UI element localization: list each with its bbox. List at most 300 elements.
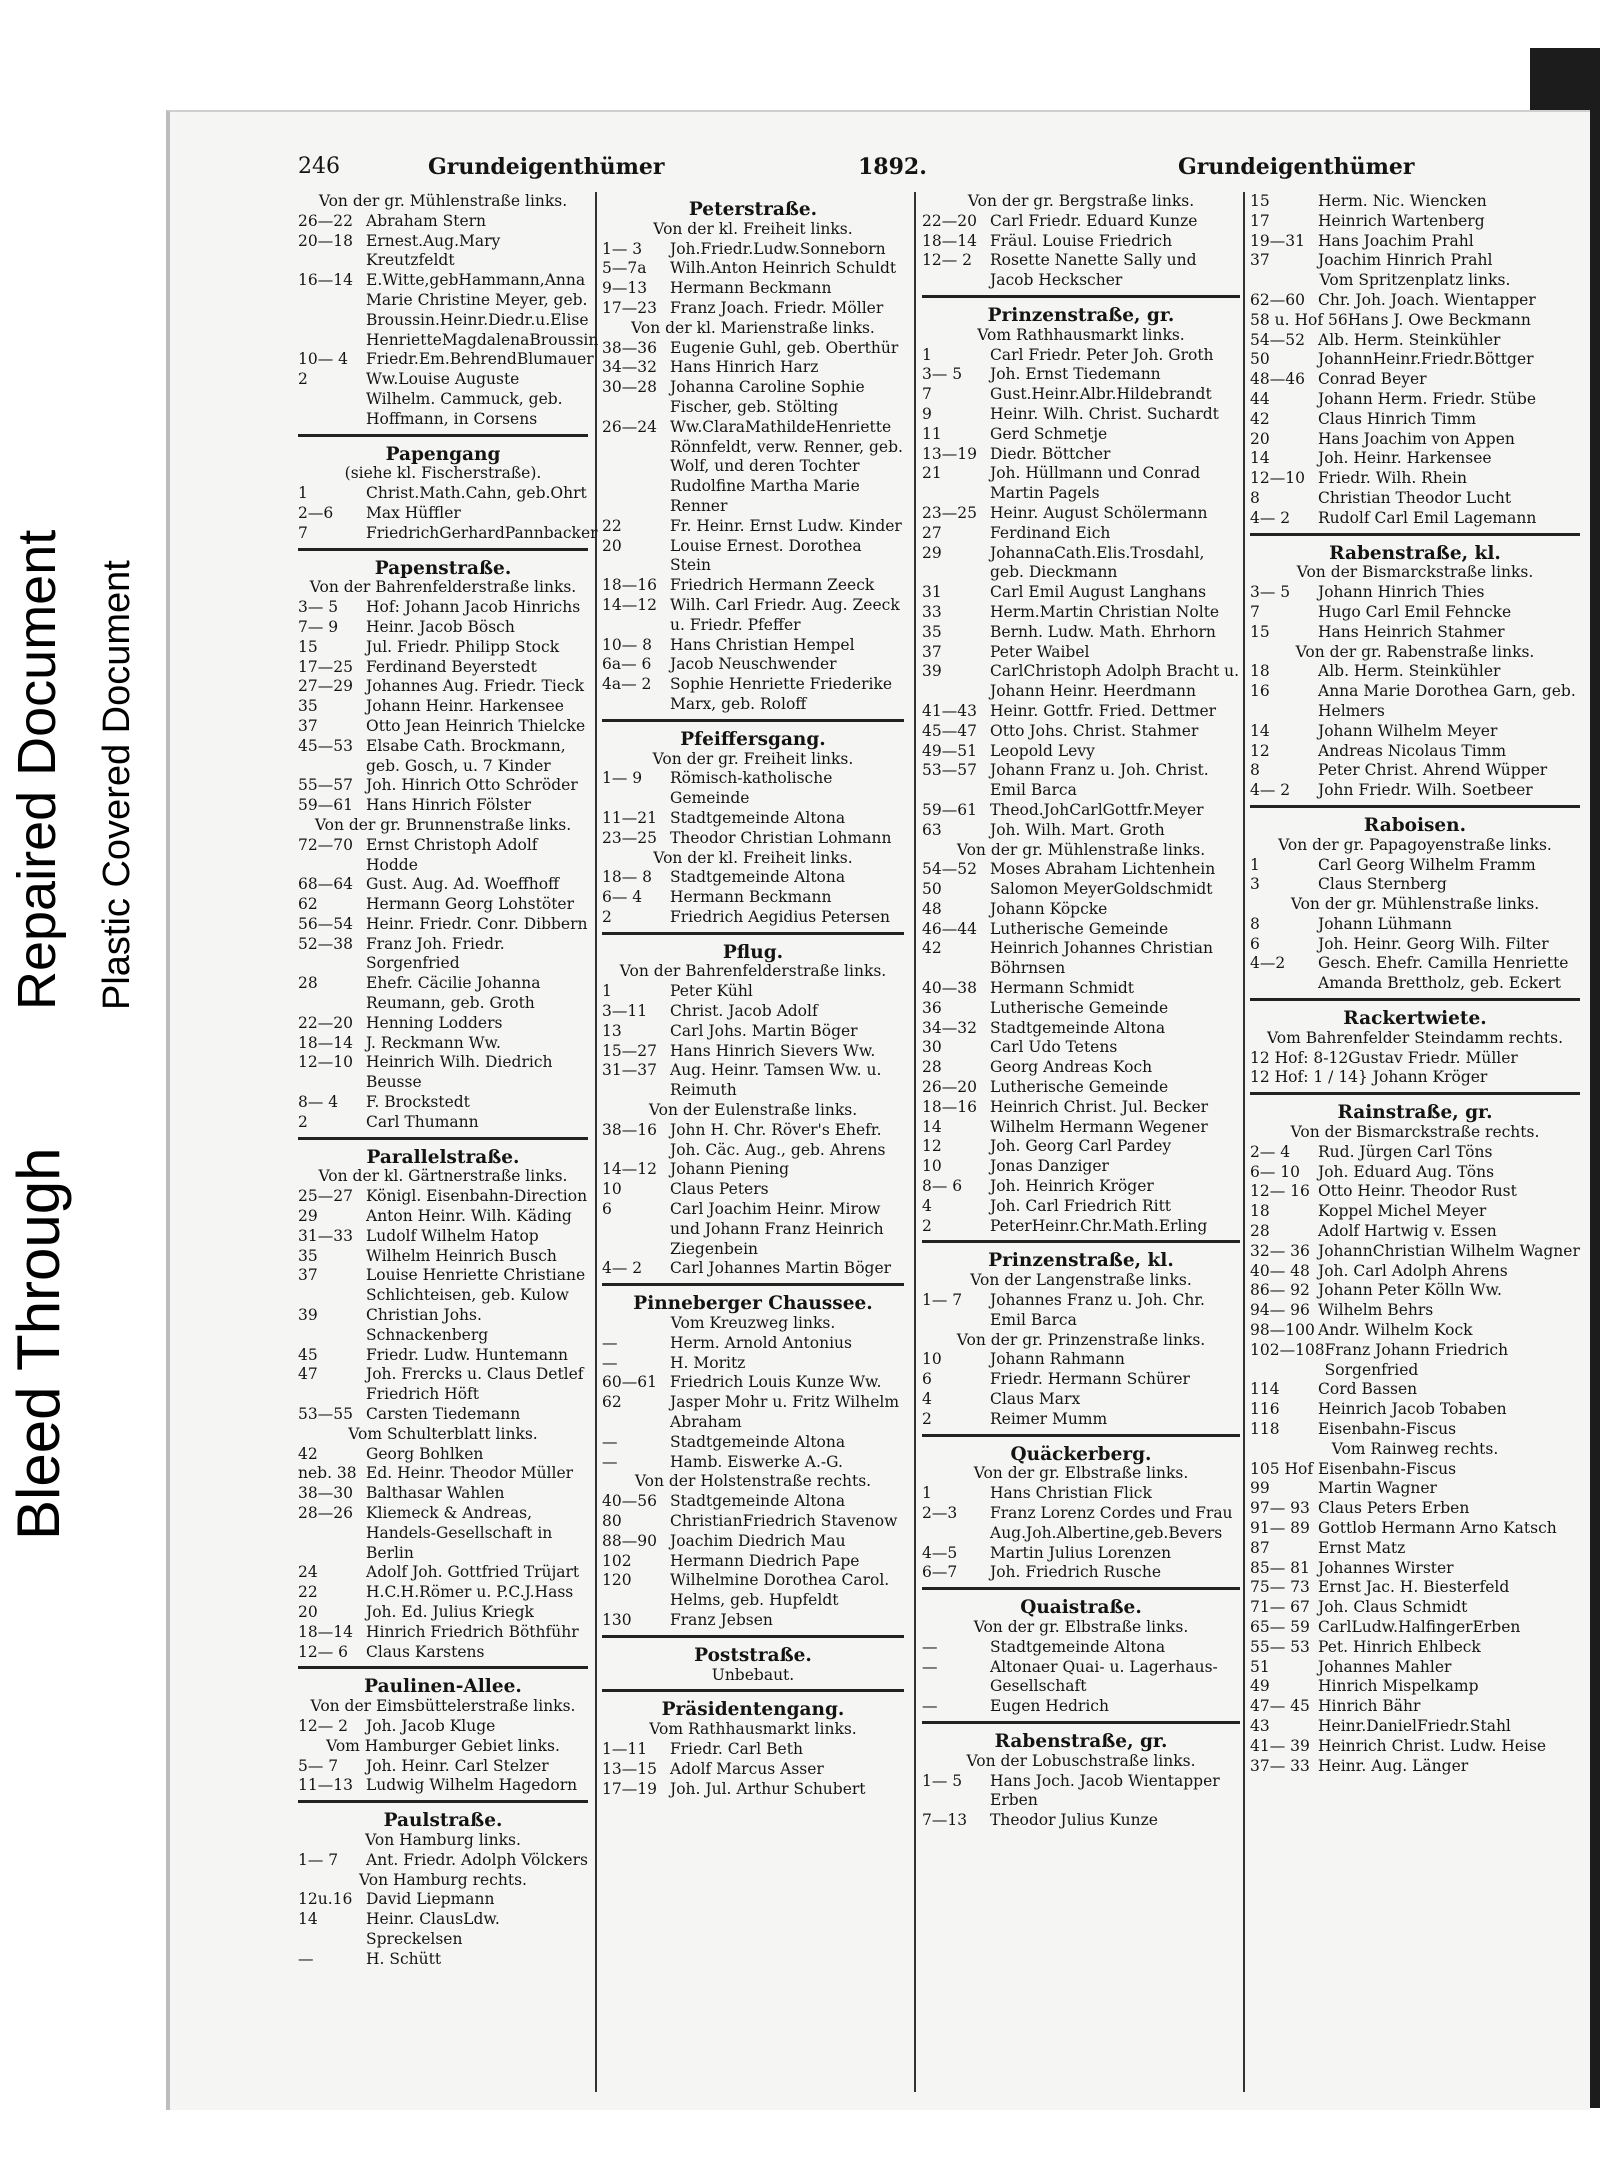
owner-entry xyxy=(602,1373,904,1393)
owner-name: Claus Hinrich Timm xyxy=(1318,409,1477,428)
owner-entry xyxy=(922,603,1240,623)
owner-entry xyxy=(602,1180,904,1200)
owner-name: Conrad Beyer xyxy=(1318,370,1427,389)
house-number: — xyxy=(602,1452,618,1471)
owner-name: Carl Udo Tetens xyxy=(990,1038,1118,1057)
house-number: 45—47 xyxy=(922,721,977,740)
owner-name: Heinr.DanielFriedr.Stahl xyxy=(1318,1716,1511,1735)
owner-entry xyxy=(602,576,904,596)
owner-entry xyxy=(922,1038,1240,1058)
street-heading: Paulstraße. xyxy=(383,1810,503,1832)
house-number: 2—3 xyxy=(922,1504,958,1522)
owner-entry xyxy=(922,1563,1240,1583)
owner-name: H.C.H.Römer u. P.C.J.Hass xyxy=(366,1583,574,1602)
house-number: 12— 2 xyxy=(922,251,973,270)
section-divider xyxy=(1250,1092,1580,1095)
house-number: 39 xyxy=(298,1306,318,1325)
owner-name: Hof: Johann Jacob Hinrichs xyxy=(366,598,581,617)
owner-name: Johannes Wirster xyxy=(1318,1558,1454,1577)
house-number: 18 xyxy=(1250,1202,1270,1221)
owner-entry xyxy=(298,1365,588,1405)
house-number: 4a— 2 xyxy=(602,675,652,694)
owner-name: Ww.ClaraMathildeHenriette Rönnfeldt, verw. Renner, geb. Wolf, und deren Tochter Rudolfine Martha Marie Renner xyxy=(670,417,903,515)
owner-entry xyxy=(1250,1380,1580,1400)
column-rule xyxy=(595,192,597,2092)
owner-name: Theodor Christian Lohmann xyxy=(670,828,892,847)
owner-entry xyxy=(922,662,1240,702)
owner-entry xyxy=(1250,1222,1580,1242)
house-number: 6 xyxy=(922,1370,932,1389)
house-number: 34—32 xyxy=(922,1018,977,1037)
section-divider xyxy=(602,719,904,722)
owner-name: Salomon MeyerGoldschmidt xyxy=(990,880,1213,899)
house-number: 75— 73 xyxy=(1250,1578,1310,1597)
direction-note: Von der gr. Elbstraße links. xyxy=(973,1464,1189,1483)
house-number: 47 xyxy=(298,1365,318,1384)
owner-entry xyxy=(1250,856,1580,876)
owner-name: Joh. Frercks u. Claus Detlef Friedrich Höft xyxy=(366,1365,584,1404)
owner-name: Joh. Claus Schmidt xyxy=(1318,1598,1468,1617)
house-number: 14 xyxy=(298,1910,318,1929)
owner-name: Otto Jean Heinrich Thielcke xyxy=(366,716,586,735)
owner-entry xyxy=(922,583,1240,603)
owner-name: Jasper Mohr u. Fritz Wilhelm Abraham xyxy=(670,1393,900,1432)
house-number: 55— 53 xyxy=(1250,1637,1310,1656)
right-running-title: Grundeigenthümer xyxy=(1178,154,1415,180)
owner-entry xyxy=(298,1623,588,1643)
direction-note: Von der kl. Marienstraße links. xyxy=(631,318,875,337)
owner-name: Ernst Christoph Adolf Hodde xyxy=(366,835,538,874)
house-number: 10— 4 xyxy=(298,350,349,369)
house-number: 35 xyxy=(298,697,318,716)
house-number: 80 xyxy=(602,1512,622,1530)
owner-entry xyxy=(922,1410,1240,1430)
owner-entry xyxy=(602,1571,904,1611)
owner-name: Ed. Heinr. Theodor Müller xyxy=(366,1464,574,1483)
street-heading: Prinzenstraße, gr. xyxy=(987,304,1175,326)
owner-entry xyxy=(1250,509,1580,529)
house-number: 41— 39 xyxy=(1250,1736,1310,1755)
owner-entry xyxy=(298,212,588,232)
house-number: 8 xyxy=(1250,761,1260,780)
owner-entry xyxy=(1250,623,1580,643)
section-divider xyxy=(922,1240,1240,1243)
house-number: 43 xyxy=(1250,1716,1270,1735)
owner-entry xyxy=(298,350,594,370)
section-divider xyxy=(922,1721,1240,1724)
owner-name: Ferdinand Eich xyxy=(990,523,1111,542)
owner-entry xyxy=(298,1207,588,1227)
house-number: 31—33 xyxy=(298,1226,353,1245)
owner-entry xyxy=(602,1061,904,1101)
owner-name: Fräul. Louise Friedrich xyxy=(990,231,1173,250)
section-divider xyxy=(922,1434,1240,1437)
house-number: 60—61 xyxy=(602,1373,657,1392)
house-number: 116 xyxy=(1250,1400,1280,1419)
owner-name: Heinrich Wartenberg xyxy=(1318,211,1485,230)
owner-name: JohannChristian Wilhelm Wagner xyxy=(1318,1241,1580,1260)
owner-name: Johannes Franz u. Joh. Chr. Emil Barca xyxy=(990,1291,1205,1329)
owner-entry xyxy=(922,1697,1240,1717)
owner-name: Joh. Heinrich Kröger xyxy=(990,1177,1154,1196)
left-running-title: Grundeigenthümer xyxy=(428,154,665,180)
owner-name: Diedr. Böttcher xyxy=(990,444,1111,463)
house-number: 6—7 xyxy=(922,1563,958,1582)
owner-entry xyxy=(922,801,1240,821)
owner-name: Johann Hinrich Thies xyxy=(1318,583,1485,602)
owner-name: Claus Peters Erben xyxy=(1318,1499,1470,1518)
section-divider xyxy=(922,1587,1240,1590)
owner-name: Herm. Arnold Antonius xyxy=(670,1333,852,1352)
owner-entry xyxy=(922,860,1240,880)
owner-entry xyxy=(298,1464,588,1484)
owner-entry xyxy=(602,1160,904,1180)
owner-name: Wilhelm Hermann Wegener xyxy=(990,1117,1208,1136)
direction-note: Vom Schulterblatt links. xyxy=(348,1424,538,1443)
house-number: 28 xyxy=(1250,1222,1270,1241)
owner-name: E.Witte,gebHammann,Anna Marie Christine Meyer, geb. Broussin.Heinr.Diedr.u.Elise HenrietteMagdalenaBroussin xyxy=(366,271,599,349)
owner-entry xyxy=(1250,1163,1580,1183)
owner-name: Hans Heinrich Stahmer xyxy=(1318,622,1505,641)
owner-name: Gesch. Ehefr. Camilla Henriette Amanda Brettholz, geb. Eckert xyxy=(1318,954,1569,993)
owner-name: Heinr. Wilh. Christ. Suchardt xyxy=(990,404,1219,423)
owner-entry xyxy=(922,1118,1240,1138)
house-number: 62 xyxy=(298,895,318,914)
direction-note: Von der gr. Brunnenstraße links. xyxy=(314,815,572,834)
owner-name: Gustav Friedr. Müller xyxy=(1348,1048,1518,1067)
owner-entry xyxy=(602,1492,904,1512)
house-number: 38—16 xyxy=(602,1120,657,1139)
owner-entry xyxy=(1250,291,1580,311)
column-rule xyxy=(914,192,916,2092)
owner-name: Christ. Jacob Adolf xyxy=(670,1002,818,1021)
owner-name: Eugen Hedrich xyxy=(990,1697,1109,1716)
owner-name: Joh. Carl Adolph Ahrens xyxy=(1318,1261,1508,1280)
owner-name: Claus Karstens xyxy=(366,1642,485,1661)
owner-entry xyxy=(602,655,904,675)
owner-entry xyxy=(1250,410,1580,430)
house-number: 15 xyxy=(298,637,318,656)
house-number: 12 Hof: 1 / 14 xyxy=(1250,1068,1359,1087)
owner-entry xyxy=(298,1014,588,1034)
owner-name: Herm.Martin Christian Nolte xyxy=(990,602,1220,621)
owner-entry xyxy=(602,1200,904,1259)
owner-name: Andreas Nicolaus Timm xyxy=(1318,741,1507,760)
house-number: 37 xyxy=(1250,251,1270,270)
owner-entry xyxy=(602,596,904,636)
owner-name: David Liepmann xyxy=(366,1890,495,1909)
owner-name: Johann Heinr. Harkensee xyxy=(366,697,564,716)
owner-name: Hermann Georg Lohstöter xyxy=(366,895,575,914)
owner-entry xyxy=(1250,232,1580,252)
column-4 xyxy=(1250,192,1580,1776)
house-number: 1 xyxy=(298,484,308,503)
owner-name: Stadtgemeinde Altona xyxy=(990,1018,1166,1037)
column-3 xyxy=(922,192,1240,1831)
house-number: 56—54 xyxy=(298,914,353,933)
owner-entry xyxy=(1250,1182,1580,1202)
house-number: 32— 36 xyxy=(1250,1241,1310,1260)
owner-entry xyxy=(1250,1658,1580,1678)
owner-entry xyxy=(602,1552,904,1572)
owner-name: Hermann Schmidt xyxy=(990,979,1135,998)
owner-entry xyxy=(602,829,904,849)
house-number: 98—100 xyxy=(1250,1321,1315,1340)
owner-entry xyxy=(298,1504,588,1563)
house-number: 49—51 xyxy=(922,741,977,760)
owner-name: Andr. Wilhelm Kock xyxy=(1318,1321,1473,1340)
owner-name: Ernest.Aug.Mary Kreutzfeldt xyxy=(366,231,501,270)
owner-name: Franz Lorenz Cordes und Frau Aug.Joh.Albertine,geb.Bevers xyxy=(990,1504,1233,1542)
owner-name: Hermann Beckmann xyxy=(670,888,832,907)
house-number: 29 xyxy=(922,543,942,562)
house-number: 13—15 xyxy=(602,1759,657,1778)
owner-entry xyxy=(298,232,588,272)
owner-entry xyxy=(602,537,904,577)
owner-entry xyxy=(922,464,1240,504)
street-heading: Rackertwiete. xyxy=(1343,1008,1487,1030)
house-number: 1— 5 xyxy=(922,1771,963,1790)
owner-name: Joh. Georg Carl Pardey xyxy=(990,1137,1172,1156)
owner-entry xyxy=(1250,1341,1580,1381)
owner-name: Joh. Ed. Julius Kriegk xyxy=(366,1602,534,1621)
direction-note: Von der gr. Elbstraße links. xyxy=(973,1617,1189,1636)
owner-entry xyxy=(298,1910,588,1950)
owner-entry xyxy=(602,809,904,829)
owner-entry xyxy=(298,935,588,975)
owner-name: Joh. Heinr. Georg Wilh. Filter xyxy=(1318,934,1549,953)
house-number: 7—13 xyxy=(922,1811,968,1830)
owner-entry xyxy=(602,259,904,279)
house-number: 22—20 xyxy=(298,1013,353,1032)
owner-entry xyxy=(298,523,598,544)
owner-name: CarlChristoph Adolph Bracht u. Johann Heinr. Heerdmann xyxy=(990,662,1240,701)
street-heading: Papengang xyxy=(385,443,501,465)
owner-name: Lutherische Gemeinde xyxy=(990,998,1169,1017)
owner-entry xyxy=(1250,875,1580,895)
house-number: 4— 2 xyxy=(602,1259,643,1278)
owner-entry xyxy=(298,271,599,350)
direction-note: Von der Lobuschstraße links. xyxy=(966,1751,1196,1770)
owner-entry xyxy=(298,776,588,796)
direction-note: Von der Holstenstraße rechts. xyxy=(634,1472,872,1491)
owner-entry xyxy=(922,1772,1240,1812)
owner-name: Adolf Hartwig v. Essen xyxy=(1318,1222,1497,1241)
owner-name: FriedrichGerhardPannbacker xyxy=(366,523,598,542)
owner-name: Joh. Heinr. Harkensee xyxy=(1318,449,1492,468)
owner-name: Joh. Wilh. Mart. Groth xyxy=(990,820,1165,839)
owner-name: Ww.Louise Auguste Wilhelm. Cammuck, geb. Hoffmann, in Corsens xyxy=(366,370,563,428)
owner-name: Heinr. Gottfr. Fried. Dettmer xyxy=(990,701,1217,720)
house-number: 99 xyxy=(1250,1479,1270,1498)
owner-name: Friedr.Em.BehrendBlumauer xyxy=(366,350,594,369)
section-divider xyxy=(298,1666,588,1669)
owner-entry xyxy=(922,1078,1240,1098)
direction-note: Von der Bismarckstraße links. xyxy=(1296,563,1534,582)
owner-entry xyxy=(1250,1420,1580,1440)
section-divider xyxy=(602,1283,904,1286)
house-number: 13 xyxy=(602,1021,622,1040)
house-number: 130 xyxy=(602,1610,632,1629)
owner-name: Carl Friedr. Eduard Kunze xyxy=(990,211,1198,230)
owner-name: Joh.Friedr.Ludw.Sonneborn xyxy=(670,239,886,258)
house-number: 97— 93 xyxy=(1250,1499,1310,1518)
owner-entry xyxy=(922,999,1240,1019)
owner-entry xyxy=(298,598,588,618)
owner-name: Carl Friedr. Peter Joh. Groth xyxy=(990,345,1214,364)
owner-name: Stadtgemeinde Altona xyxy=(670,808,846,827)
owner-entry xyxy=(1250,1519,1580,1539)
section-divider xyxy=(922,295,1240,298)
owner-name: Bernh. Ludw. Math. Ehrhorn xyxy=(990,622,1216,641)
owner-entry xyxy=(298,1643,588,1663)
house-number: 48—46 xyxy=(1250,370,1305,389)
house-number: 102—108 xyxy=(1250,1340,1325,1359)
owner-entry xyxy=(1250,1262,1580,1282)
owner-name: Carl Emil August Langhans xyxy=(990,583,1207,602)
owner-entry xyxy=(1250,390,1580,410)
owner-entry xyxy=(602,769,904,809)
owner-name: Herm. Nic. Wiencken xyxy=(1318,192,1487,210)
owner-name: Carl Johs. Martin Böger xyxy=(670,1021,858,1040)
house-number: 6— 10 xyxy=(1250,1162,1301,1181)
street-heading: Papenstraße. xyxy=(374,557,512,579)
street-heading: Pfeiffersgang. xyxy=(680,728,826,750)
house-number: 18—14 xyxy=(298,1622,353,1641)
owner-name: J. Reckmann Ww. xyxy=(366,1033,501,1052)
owner-entry xyxy=(298,370,588,429)
owner-name: JohannaCath.Elis.Trosdahl, geb. Dieckmann xyxy=(990,543,1205,582)
owner-entry xyxy=(298,1034,588,1054)
owner-entry xyxy=(602,675,904,715)
owner-name: Wilhelmine Dorothea Carol. Helms, geb. Hupfeldt xyxy=(670,1571,890,1610)
house-number: 31 xyxy=(922,583,942,602)
owner-name: Heinrich Christ. Ludw. Heise xyxy=(1318,1736,1547,1755)
owner-entry xyxy=(922,1504,1240,1544)
owner-entry xyxy=(602,240,904,260)
owner-entry xyxy=(1250,1757,1580,1777)
owner-name: Hans Hinrich Sievers Ww. xyxy=(670,1041,876,1060)
owner-entry xyxy=(922,1370,1240,1390)
house-number: 6— 4 xyxy=(602,888,643,907)
house-number: 20 xyxy=(602,536,622,555)
owner-name: } Johann Kröger xyxy=(1358,1068,1488,1087)
owner-name: Elsabe Cath. Brockmann, geb. Gosch, u. 7 Kinder xyxy=(366,736,566,775)
owner-name: Hinrich Mispelkamp xyxy=(1318,1677,1479,1696)
house-number: 2 xyxy=(298,370,308,389)
owner-name: Joh. Jacob Kluge xyxy=(366,1716,496,1735)
house-number: 4—2 xyxy=(1250,954,1286,973)
house-number: 59—61 xyxy=(298,796,353,815)
house-number: — xyxy=(602,1432,618,1451)
house-number: 40—56 xyxy=(602,1492,657,1511)
owner-name: Georg Bohlken xyxy=(366,1444,484,1463)
owner-name: Stadtgemeinde Altona xyxy=(670,1492,846,1511)
owner-name: Anna Marie Dorothea Garn, geb. Helmers xyxy=(1318,682,1576,720)
house-number: 28 xyxy=(922,1058,942,1077)
owner-entry xyxy=(1250,1242,1580,1262)
owner-entry xyxy=(922,939,1240,979)
owner-entry xyxy=(602,1433,904,1453)
owner-entry xyxy=(298,1247,588,1267)
owner-entry xyxy=(298,1717,588,1737)
house-number: 1—11 xyxy=(602,1739,648,1758)
owner-name: Otto Johs. Christ. Stahmer xyxy=(990,721,1199,740)
owner-name: Hermann Diedrich Pape xyxy=(670,1551,860,1570)
owner-entry xyxy=(298,974,588,1014)
owner-name: Joh. Friedrich Rusche xyxy=(990,1563,1161,1582)
owner-entry xyxy=(602,418,904,517)
owner-name: Wilhelm Behrs xyxy=(1318,1301,1434,1320)
owner-name: Friedr. Ludw. Huntemann xyxy=(366,1345,569,1364)
owner-entry xyxy=(298,1851,588,1871)
house-number: 15 xyxy=(1250,622,1270,641)
house-number: 12 xyxy=(1250,741,1270,760)
direction-note: Von der gr. Bergstraße links. xyxy=(967,192,1195,210)
house-number: 1 xyxy=(922,345,932,364)
owner-entry xyxy=(922,425,1240,445)
owner-name: Leopold Levy xyxy=(990,741,1095,760)
house-number: 10— 8 xyxy=(602,635,653,654)
house-number: 53—57 xyxy=(922,761,977,780)
owner-name: Moses Abraham Lichtenhein xyxy=(990,860,1216,879)
owner-entry xyxy=(1250,1049,1580,1069)
owner-name: Hans Joachim von Appen xyxy=(1318,429,1515,448)
street-heading: Pinneberger Chaussee. xyxy=(633,1293,873,1315)
owner-name: Peter Waibel xyxy=(990,642,1090,661)
house-number: 17—19 xyxy=(602,1779,657,1798)
owner-name: F. Brockstedt xyxy=(366,1093,470,1112)
owner-entry xyxy=(298,1306,588,1346)
house-number: 37— 33 xyxy=(1250,1756,1310,1775)
owner-name: Theod.JohCarlGottfr.Meyer xyxy=(990,800,1204,819)
street-heading: Quaistraße. xyxy=(1020,1597,1142,1619)
owner-entry xyxy=(922,504,1240,524)
house-number: 86— 92 xyxy=(1250,1281,1310,1300)
owner-name: Ludolf Wilhelm Hatop xyxy=(366,1226,539,1245)
owner-entry xyxy=(602,1042,904,1062)
direction-note: Vom Rathhausmarkt links. xyxy=(977,325,1185,344)
owner-name: Johann Piening xyxy=(670,1160,790,1179)
direction-note: Von der gr. Rabenstraße links. xyxy=(1295,642,1535,661)
house-number: 58 u. Hof 56 xyxy=(1250,310,1348,329)
owner-name: CarlLudw.HalfingerErben xyxy=(1318,1617,1521,1636)
owner-entry xyxy=(1250,350,1580,370)
owner-entry xyxy=(298,895,588,915)
house-number: 35 xyxy=(298,1246,318,1265)
owner-name: Georg Andreas Koch xyxy=(990,1058,1153,1077)
owner-entry xyxy=(298,796,588,816)
house-number: 59—61 xyxy=(922,800,977,819)
owner-name: Wilh. Carl Friedr. Aug. Zeeck u. Friedr. Pfeffer xyxy=(670,595,900,634)
house-number: 11 xyxy=(922,424,942,443)
owner-name: Gerd Schmetje xyxy=(990,424,1108,443)
owner-entry xyxy=(1250,192,1580,212)
section-divider xyxy=(298,1137,588,1140)
plastic-covered-label: Plastic Covered Document xyxy=(96,560,138,1010)
house-number: 18—14 xyxy=(922,231,977,250)
house-number: 4 xyxy=(922,1390,932,1409)
column-2 xyxy=(602,192,904,1799)
owner-name: Friedr. Hermann Schürer xyxy=(990,1370,1190,1389)
owner-entry xyxy=(922,1019,1240,1039)
owner-entry xyxy=(922,212,1240,232)
house-number: 8 xyxy=(1250,488,1260,507)
bleed-through-label: Bleed Through xyxy=(5,1147,72,1540)
owner-entry xyxy=(1250,761,1580,781)
owner-entry xyxy=(1250,489,1580,509)
house-number: 2 xyxy=(602,907,612,926)
